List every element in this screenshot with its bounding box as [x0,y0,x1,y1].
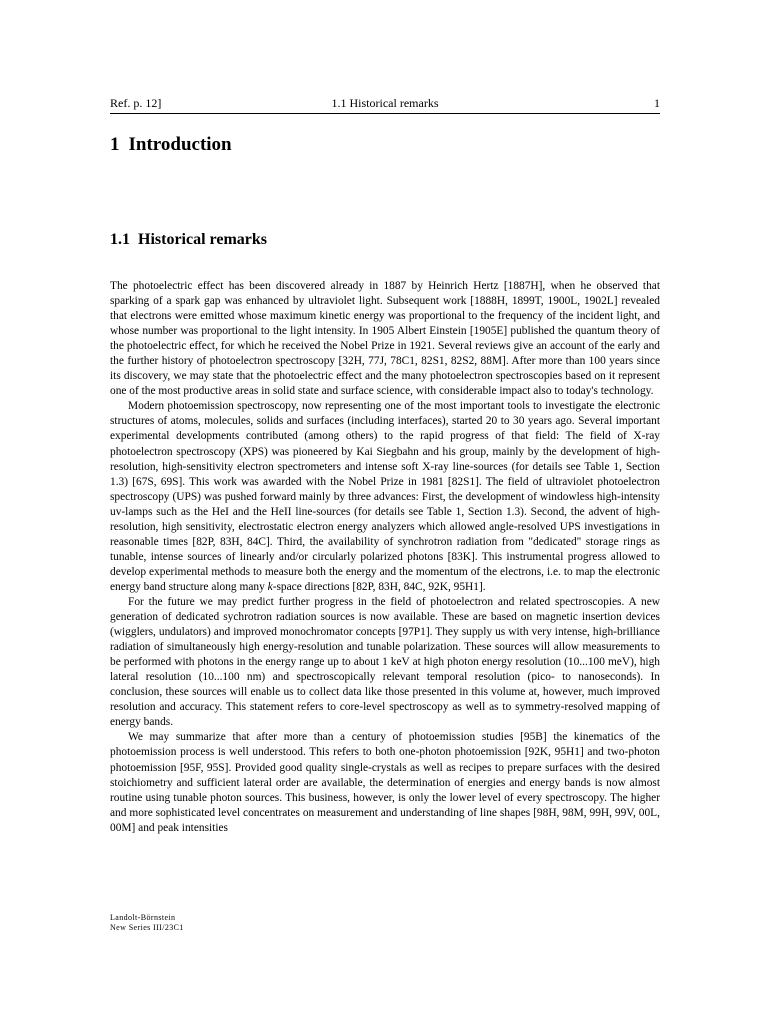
page-number: 1 [654,96,660,110]
paragraph-1: The photoelectric effect has been discovered already in 1887 by Heinrich Hertz [1887H], when he observed that sparking of a spark gap was enhanced by ultraviolet light. Subsequent work [1888H, 1899T, 1900L, 1902L] revealed that electrons were emitted whose maximum kinetic energy was proportional to the frequency of the incident light, and whose number was proportional to the light intensity. In 1905 Albert Einstein [1905E] published the quantum theory of the photoelectric effect, for which he received the Nobel Prize in 1921. Several reviews give an account of the early and the further history of photoelectron spectroscopy [32H, 77J, 78C1, 82S1, 82S2, 88M]. After more than 100 years since its discovery, we may state that the photoelectric effect and the many photoelectron spectroscopies based on it represent one of the most productive areas in solid state and surface science, with considerable impact also to today's technology. [110,280,660,398]
section-title: Historical remarks [138,231,268,248]
footer-line-1: Landolt-Börnstein [110,913,176,922]
header-reference: Ref. p. 12] [110,96,162,110]
paragraph-2 [110,399,660,595]
section-number: 1.1 [110,231,130,248]
chapter-title: Introduction [128,134,232,155]
paragraph-2-text-b: -space directions [82P, 83H, 84C, 92K, 95H1]. [272,580,486,593]
chapter-heading [110,133,232,157]
k-space-italic: k [267,580,273,593]
footer-series-info [110,913,184,933]
body-text [110,279,660,836]
paragraph-4: We may summarize that after more than a century of photoemission studies [95B] the kinematics of the photoemission process is well understood. This refers to both one-photon photoemission [92K, 95H1] and two-photon photoemission [95F, 95S]. Provided good quality single-crystals as well as recipes to prepare surfaces with the desired stoichiometry and sufficient lateral order are available, the determination of energies and energy bands is now almost routine using tunable photon sources. This business, however, is only the lower level of every spectroscopy. The higher and more sophisticated level concentrates on measurement and understanding of line shapes [98H, 98M, 99H, 99V, 00L, 00M] and peak intensities [110,731,660,834]
footer-line-2: New Series III/23C1 [110,923,184,932]
paragraph-3: For the future we may predict further progress in the field of photoelectron and related spectroscopies. A new generation of dedicated sychrotron radiation sources is now available. These are based on magnetic insertion devices (wigglers, undulators) and improved monochromator concepts [97P1]. They supply us with very intense, high-brilliance radiation of simultaneously high energy-resolution and tunable polarization. These sources will allow measurements to be performed with photons in the energy range up to about 1 keV at high photon energy resolution (10...100 meV), high lateral resolution (10...100 nm) and spectroscopically relevant temporal resolution (pico- to nanoseconds). In conclusion, these sources will enable us to collect data like those presented in this volume at, however, much improved resolution and accuracy. This statement refers to core-level spectroscopy as well as to symmetry-resolved mapping of energy bands. [110,595,660,729]
header-section-title: 1.1 Historical remarks [331,96,439,110]
section-heading [110,229,267,251]
running-header [110,96,660,114]
paragraph-2-text-a: Modern photoemission spectroscopy, now representing one of the most important tools to investigate the electronic structures of atoms, molecules, solids and surfaces (including interfaces), started 20 to 30 years ago. Several important experimental developments contributed (among others) to the rapid progress of that field: The field of X-ray photoelectron spectroscopy (XPS) was pioneered by Kai Siegbahn and his group, mainly by the development of high-resolution, high-sensitivity electron spectrometers and intense soft X-ray line-sources (for details see Table 1, Section 1.3) [67S, 69S]. This work was awarded with the Nobel Prize in 1981 [82S1]. The field of ultraviolet photoelectron spectroscopy (UPS) was pushed forward mainly by three advances: First, the development of windowless high-intensity uv-lamps such as the HeI and the HeII line-sources (for details see Table 1, Section 1.3). Second, the advent of high-resolution, high sensitivity, electrostatic electron energy analyzers which allowed angle-resolved UPS investigations in reasonable times [82P, 83H, 84C]. Third, the availability of synchrotron radiation from "dedicated" storage rings as tunable, intense sources of linearly and/or circularly polarized photons [83K]. This instrumental progress allowed to develop experimental methods to measure both the energy and the momentum of the electrons, i.e. to map the electronic energy band structure along many [110,400,660,593]
chapter-number: 1 [110,134,120,155]
